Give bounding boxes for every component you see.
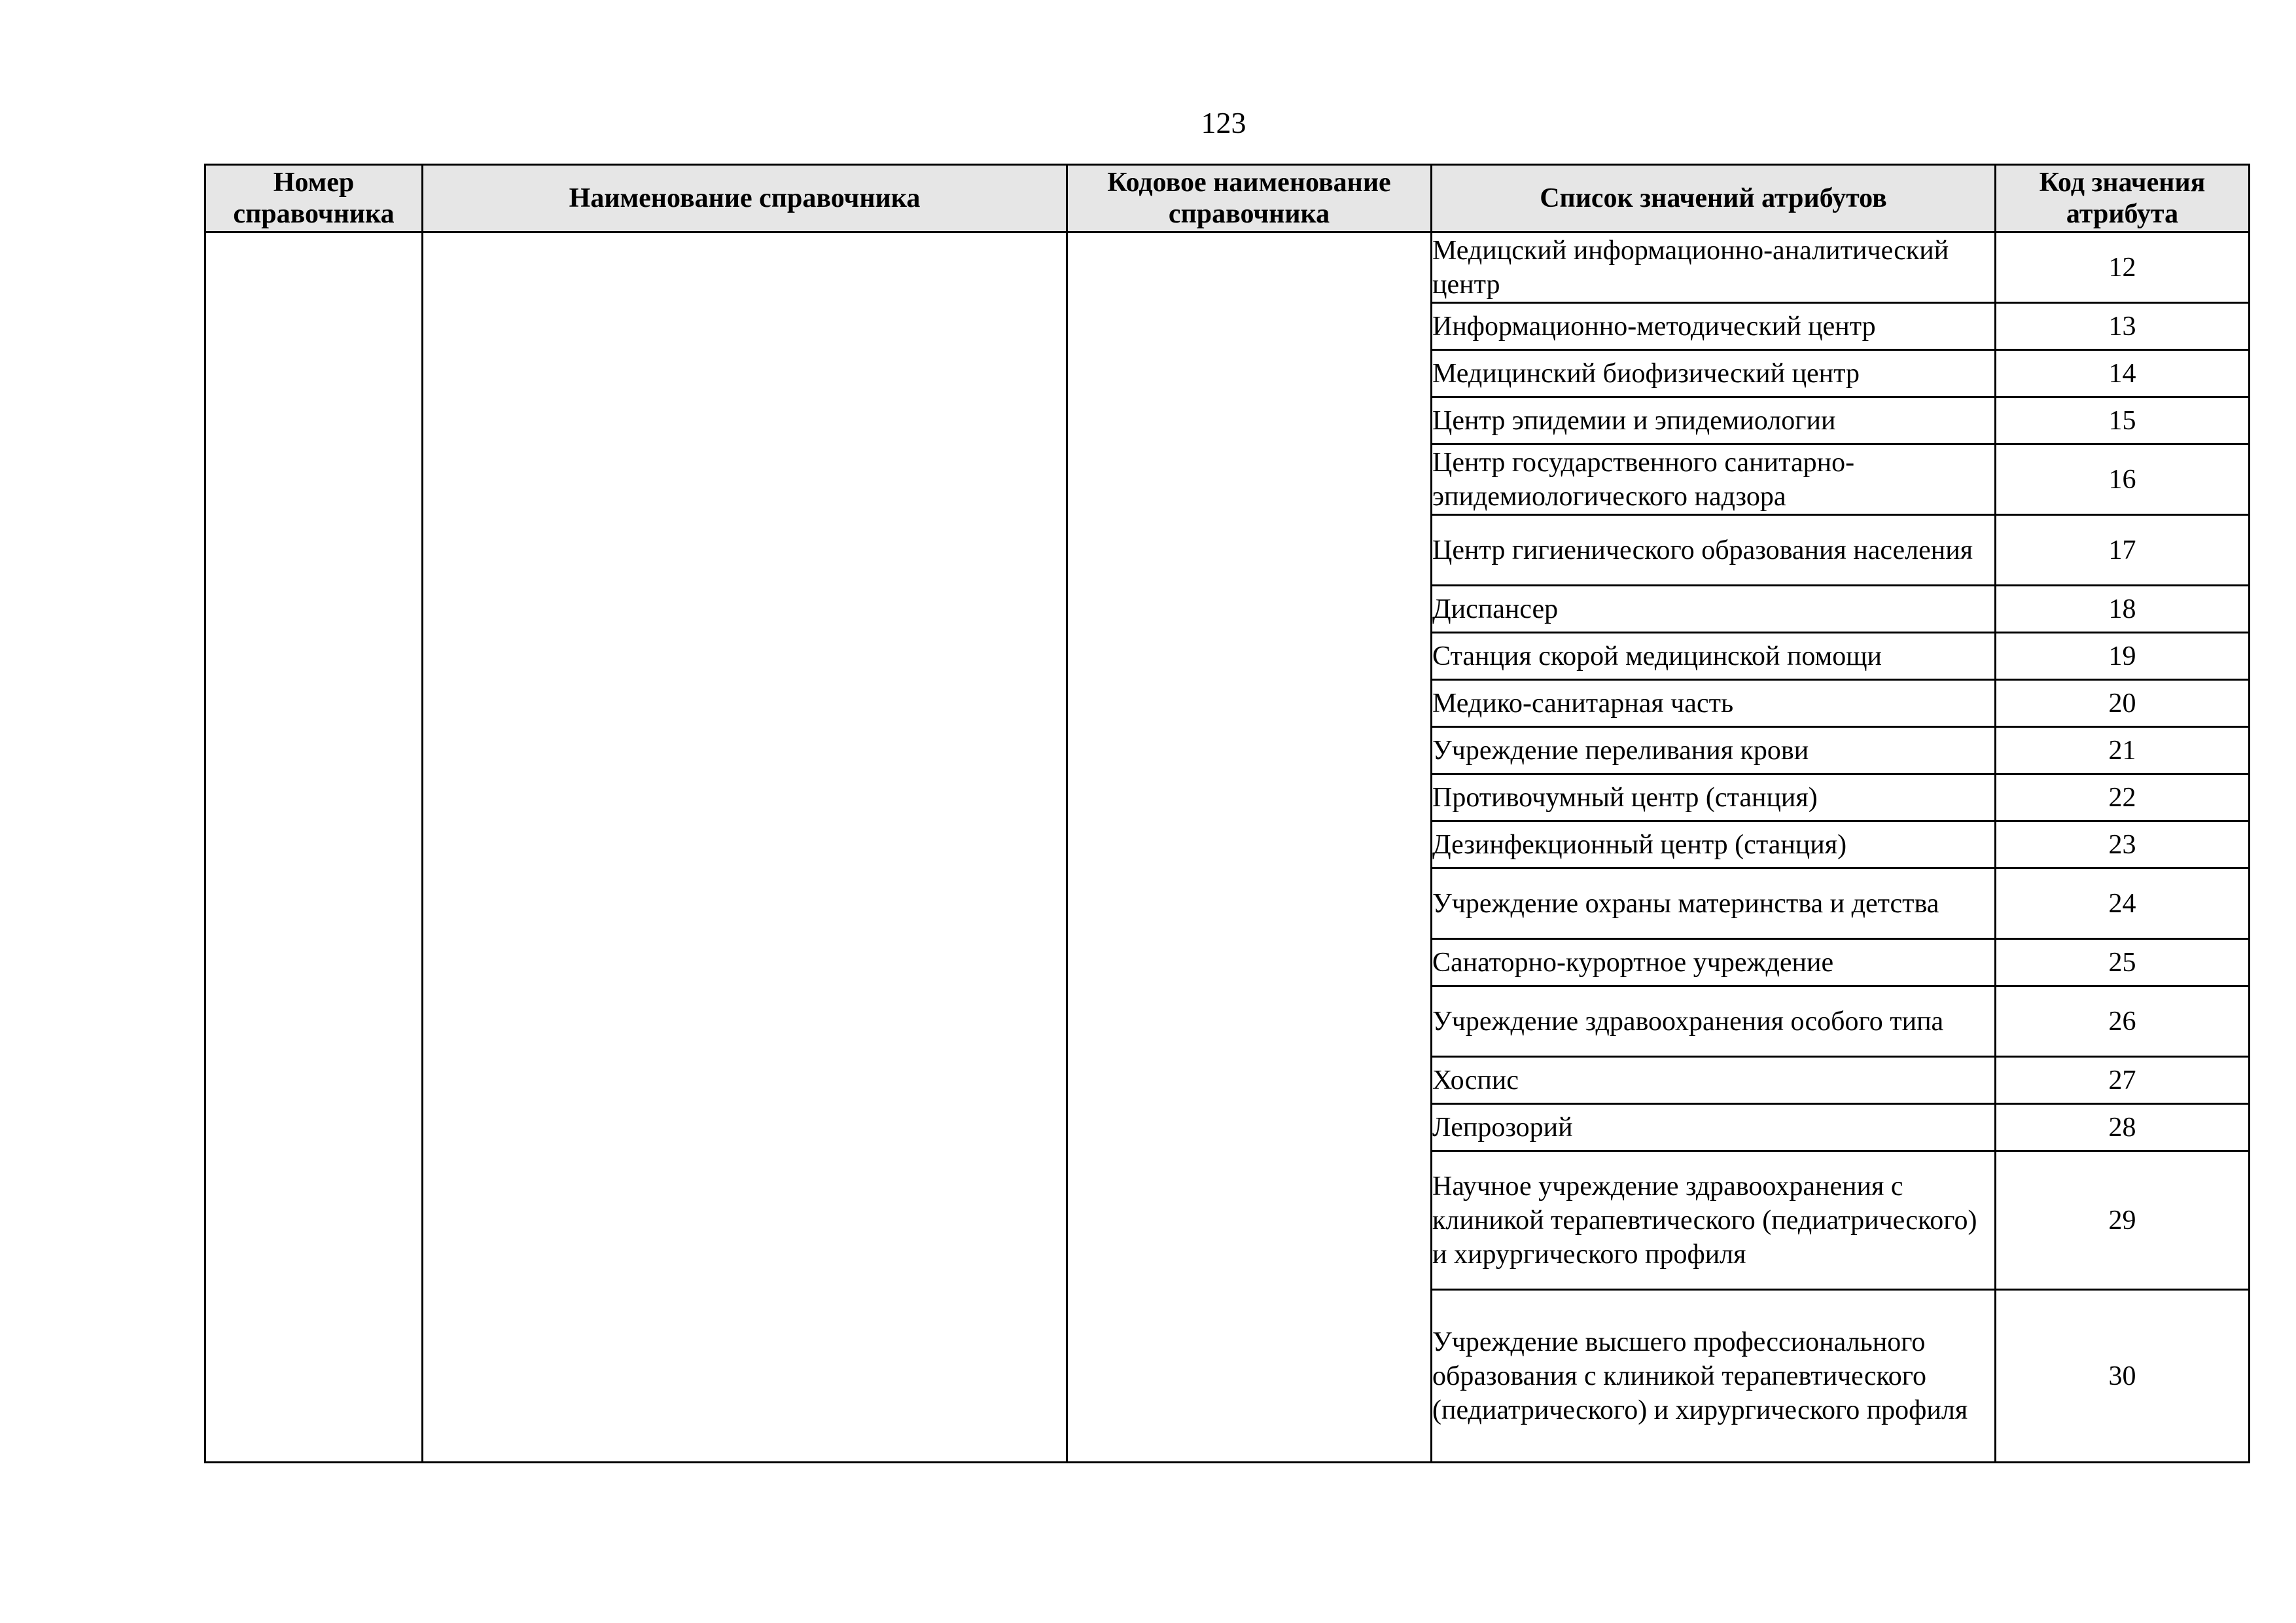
attribute-code: 25 (1996, 939, 2250, 986)
attribute-value: Медицский информационно-аналитический центр (1432, 232, 1996, 303)
attribute-code: 23 (1996, 821, 2250, 868)
header-attribute-values: Список значений атрибутов (1432, 165, 1996, 232)
attribute-code: 12 (1996, 232, 2250, 303)
attribute-code: 17 (1996, 515, 2250, 586)
attribute-value: Учреждение переливания крови (1432, 727, 1996, 774)
attribute-value: Диспансер (1432, 586, 1996, 633)
reference-table (204, 164, 2250, 1463)
attribute-value: Противочумный центр (станция) (1432, 774, 1996, 821)
attribute-code: 27 (1996, 1057, 2250, 1104)
attribute-code: 18 (1996, 586, 2250, 633)
header-reference-code-name: Кодовое наименование справочника (1067, 165, 1432, 232)
attribute-code: 30 (1996, 1290, 2250, 1463)
attribute-value: Медицинский биофизический центр (1432, 350, 1996, 397)
attribute-value: Хоспис (1432, 1057, 1996, 1104)
attribute-value: Дезинфекционный центр (станция) (1432, 821, 1996, 868)
page-number: 123 (1201, 106, 1246, 139)
attribute-value: Санаторно-курортное учреждение (1432, 939, 1996, 986)
header-reference-number: Номер справочника (205, 165, 423, 232)
attribute-code: 24 (1996, 868, 2250, 939)
attribute-code: 26 (1996, 986, 2250, 1057)
attribute-value: Научное учреждение здравоохранения с клиникой терапевтического (педиатрического) и хирургического профиля (1432, 1151, 1996, 1290)
attribute-value: Центр государственного санитарно-эпидемиологического надзора (1432, 444, 1996, 515)
attribute-value: Центр гигиенического образования населения (1432, 515, 1996, 586)
reference-code-name-cell (1067, 232, 1432, 1463)
attribute-code: 20 (1996, 680, 2250, 727)
attribute-code: 13 (1996, 303, 2250, 350)
attribute-code: 14 (1996, 350, 2250, 397)
attribute-code: 22 (1996, 774, 2250, 821)
reference-number-cell (205, 232, 423, 1463)
attribute-value: Станция скорой медицинской помощи (1432, 633, 1996, 680)
attribute-code: 16 (1996, 444, 2250, 515)
attribute-value: Медико-санитарная часть (1432, 680, 1996, 727)
attribute-value: Информационно-методический центр (1432, 303, 1996, 350)
attribute-code: 29 (1996, 1151, 2250, 1290)
attribute-value: Центр эпидемии и эпидемиологии (1432, 397, 1996, 444)
table-row (205, 232, 2250, 303)
attribute-code: 21 (1996, 727, 2250, 774)
attribute-code: 19 (1996, 633, 2250, 680)
header-reference-name: Наименование справочника (423, 165, 1067, 232)
attribute-value: Учреждение высшего профессионального образования с клиникой терапевтического (педиатрического) и хирургического профиля (1432, 1290, 1996, 1463)
attribute-value: Учреждение здравоохранения особого типа (1432, 986, 1996, 1057)
header-attribute-code: Код значения атрибута (1996, 165, 2250, 232)
reference-name-cell (423, 232, 1067, 1463)
table-header-row (205, 165, 2250, 232)
attribute-value: Учреждение охраны материнства и детства (1432, 868, 1996, 939)
attribute-code: 15 (1996, 397, 2250, 444)
attribute-code: 28 (1996, 1104, 2250, 1151)
attribute-value: Лепрозорий (1432, 1104, 1996, 1151)
